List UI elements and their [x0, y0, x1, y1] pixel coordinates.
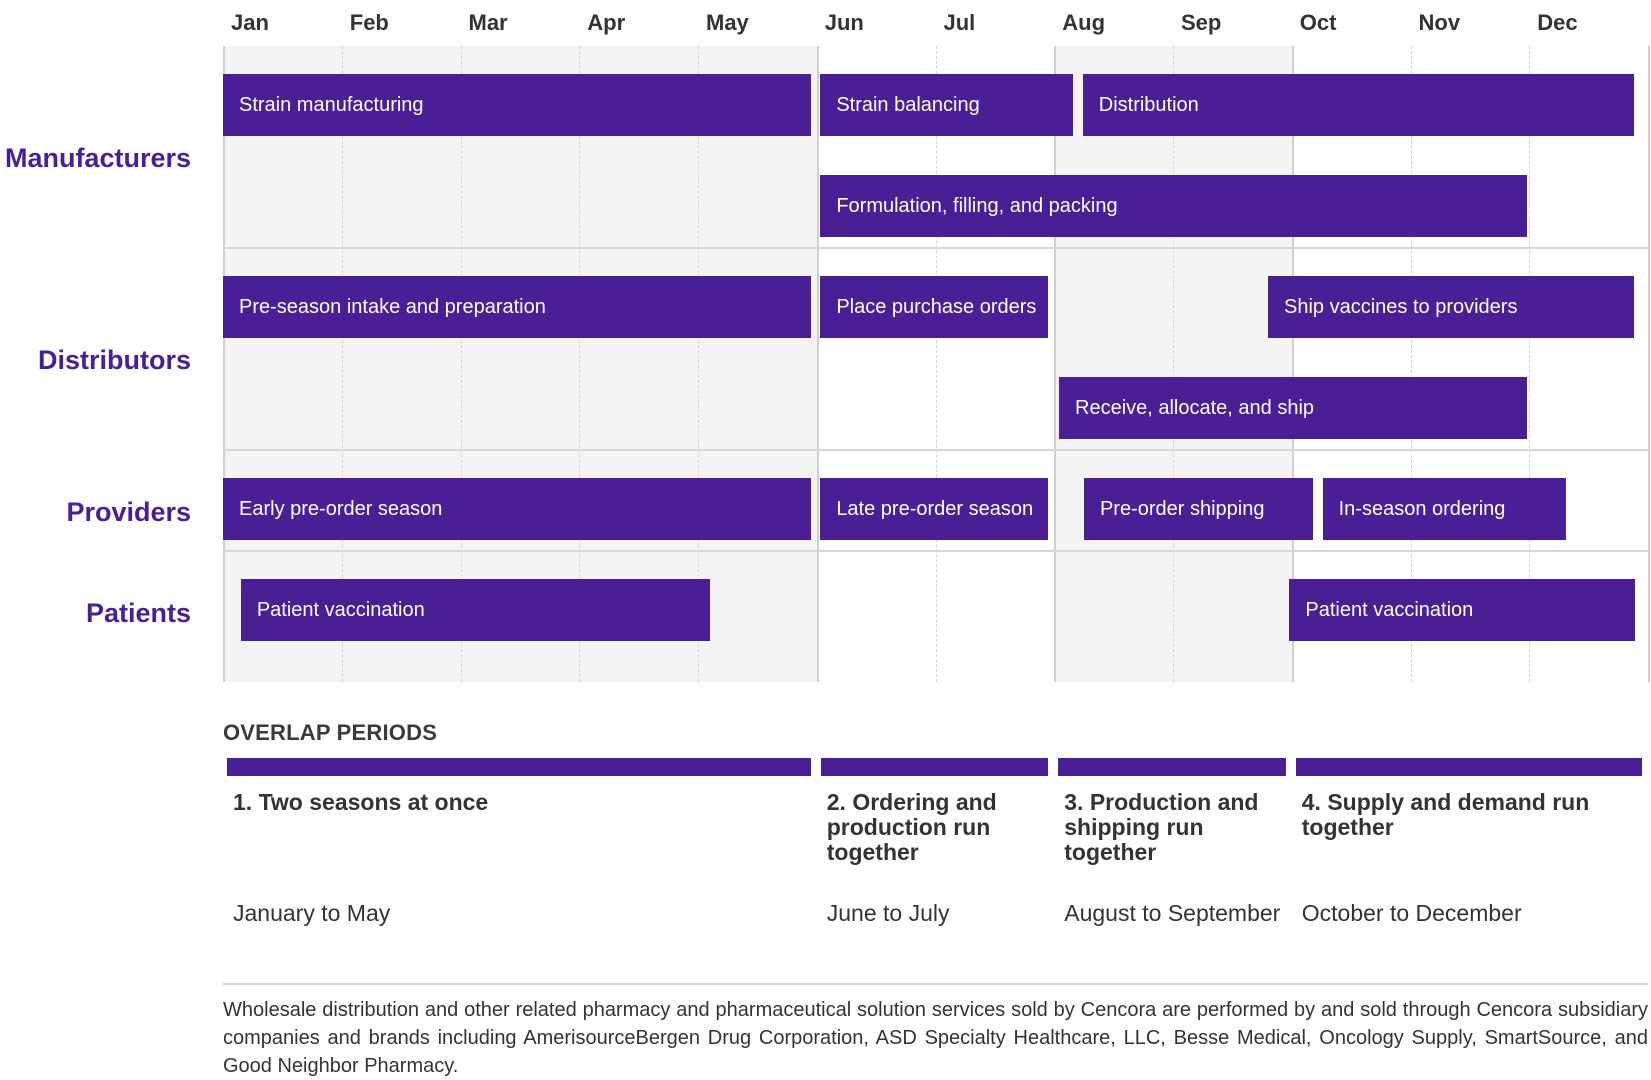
task-bar: [1083, 74, 1634, 136]
period-boundary-line: [817, 46, 819, 682]
group-divider: [223, 550, 1648, 552]
group-divider: [223, 449, 1648, 451]
task-bar: [241, 579, 710, 641]
overlap-period-name: 4. Supply and demand run together: [1301, 789, 1590, 840]
task-bar: [1059, 377, 1527, 439]
overlap-period-bar: [1058, 758, 1286, 776]
month-label-sep: Sep: [1181, 10, 1222, 35]
task-label: Place purchase orders: [836, 296, 1037, 318]
footnote-divider: [223, 983, 1648, 985]
month-label-jan: Jan: [231, 10, 269, 35]
task-label: Pre-order shipping: [1099, 498, 1265, 520]
task-label: Patient vaccination: [1305, 599, 1474, 621]
month-label-mar: Mar: [468, 10, 508, 35]
task-label: Pre-season intake and preparation: [239, 296, 546, 318]
task-label: Late pre-order season: [836, 498, 1034, 520]
overlap-period-range: August to September: [1064, 900, 1281, 926]
overlap-period-range: June to July: [826, 900, 950, 926]
task-bar: [1268, 276, 1634, 338]
task-bar: [223, 74, 811, 136]
group-divider: [223, 247, 1648, 249]
month-label-dec: Dec: [1537, 10, 1578, 35]
task-bar: [820, 478, 1048, 540]
task-label: Receive, allocate, and ship: [1075, 397, 1315, 419]
month-gridline: [936, 46, 937, 682]
period-boundary-line: [223, 46, 225, 682]
overlap-period-bar: [227, 758, 811, 776]
month-label-jul: Jul: [943, 10, 976, 35]
task-label: Patient vaccination: [256, 599, 425, 621]
month-gridline: [1173, 46, 1174, 682]
task-bar: [1084, 478, 1313, 540]
month-label-may: May: [706, 10, 749, 35]
month-label-feb: Feb: [349, 10, 389, 35]
group-label-providers: Providers: [66, 496, 191, 527]
overlap-period-range: January to May: [233, 900, 391, 926]
task-label: Strain manufacturing: [239, 94, 424, 116]
period-boundary-line: [1054, 46, 1056, 682]
group-label-patients: Patients: [85, 597, 191, 628]
overlap-period-bar: [821, 758, 1049, 776]
task-bar: [1289, 579, 1635, 641]
task-bar: [223, 276, 811, 338]
task-bar: [223, 478, 811, 540]
month-label-oct: Oct: [1299, 10, 1337, 35]
month-label-nov: Nov: [1418, 10, 1461, 35]
overlap-period-name: 2. Ordering and production run together: [826, 789, 997, 865]
task-bar: [1323, 478, 1566, 540]
task-label: Ship vaccines to providers: [1284, 296, 1518, 318]
task-bar: [820, 74, 1073, 136]
group-label-manufacturers: Manufacturers: [4, 143, 191, 173]
group-label-distributors: Distributors: [37, 345, 191, 375]
task-bar: [820, 276, 1048, 338]
task-label: In-season ordering: [1338, 498, 1506, 520]
overlap-periods-heading: OVERLAP PERIODS: [223, 720, 438, 745]
month-label-jun: Jun: [824, 10, 864, 35]
task-label: Early pre-order season: [239, 498, 443, 520]
month-label-apr: Apr: [587, 10, 626, 35]
footnote: Wholesale distribution and other related pharmacy and pharmaceutical solution services sold by Cencora are performed by and sold through Cencora subsidiary companies and brands including AmerisourceBergen Drug Corporation, ASD Specialty Healthcare, LLC, Besse Medical, Oncology Supply, SmartSource, and Good Neighbor Pharmacy.: [223, 999, 1648, 1077]
task-label: Strain balancing: [836, 94, 980, 116]
task-bar: [820, 175, 1527, 237]
overlap-period-bar: [1296, 758, 1642, 776]
overlap-period-name: 1. Two seasons at once: [233, 789, 489, 815]
task-label: Formulation, filling, and packing: [836, 195, 1118, 217]
task-label: Distribution: [1098, 94, 1199, 116]
overlap-period-range: October to December: [1301, 900, 1522, 926]
plot-right-edge: [1648, 46, 1650, 682]
overlap-period-name: 3. Production and shipping run together: [1064, 789, 1259, 865]
month-label-aug: Aug: [1062, 10, 1106, 35]
